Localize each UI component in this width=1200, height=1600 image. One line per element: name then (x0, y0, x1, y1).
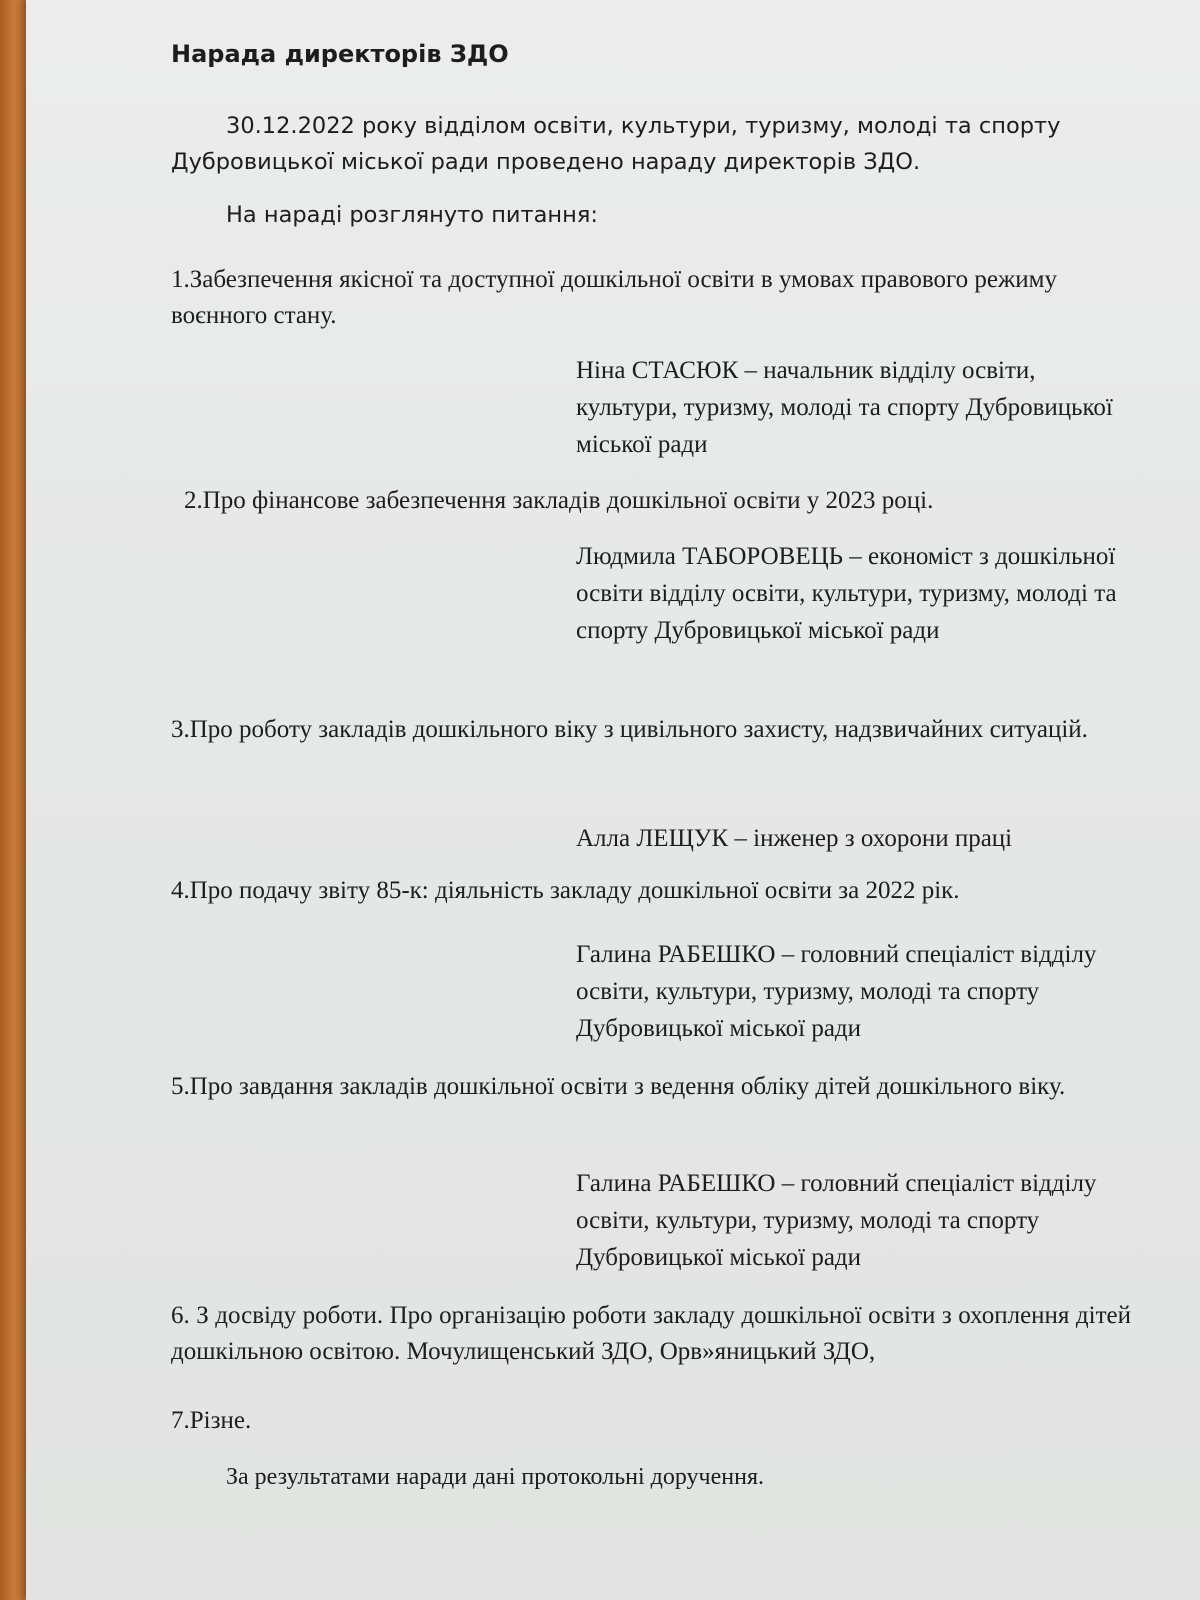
document-page (26, 0, 1200, 1600)
agenda-item-5: 5.Про завдання закладів дошкільної освіти з ведення обліку дітей дошкільного віку. (171, 1073, 1066, 1100)
agenda-item-6: 6. З досвіду роботи. Про організацію роботи закладу дошкільної освіти з охоплення дітей дошкільною освітою. Мочулищенський ЗДО, Орв»яницький ЗДО, (171, 1302, 1131, 1365)
intro-paragraph: 30.12.2022 року відділом освіти, культури, туризму, молоді та спорту Дубровицької міської ради проведено нараду директорів ЗДО. (171, 113, 1061, 175)
closing-paragraph: За результатами наради дані протокольні доручення. (226, 1464, 765, 1490)
agenda-item-2: 2.Про фінансове забезпечення закладів дошкільної освіти у 2023 році. (184, 487, 934, 514)
agenda-item-1: 1.Забезпечення якісної та доступної дошкільної освіти в умовах правового режиму воєнного стану. (171, 266, 1057, 329)
agenda-item-4-speaker: Галина РАБЕШКО – головний спеціаліст відділу освіти, культури, туризму, молоді та спорту Дубровицької міської ради (576, 941, 1097, 1042)
document-title: Нарада директорів ЗДО (171, 40, 509, 68)
agenda-item-7: 7.Різне. (171, 1407, 252, 1434)
agenda-item-4: 4.Про подачу звіту 85-к: діяльність закладу дошкільної освіти за 2022 рік. (171, 877, 960, 904)
agenda-item-5-speaker: Галина РАБЕШКО – головний спеціаліст відділу освіти, культури, туризму, молоді та спорту Дубровицької міської ради (576, 1170, 1097, 1271)
agenda-item-3-speaker: Алла ЛЕЩУК – інженер з охорони праці (576, 825, 1013, 852)
agenda-item-3: 3.Про роботу закладів дошкільного віку з цивільного захисту, надзвичайних ситуацій. (171, 716, 1088, 743)
agenda-item-2-speaker: Людмила ТАБОРОВЕЦЬ – економіст з дошкільної освіти відділу освіти, культури, туризму, молоді та спорту Дубровицької міської ради (576, 543, 1117, 644)
agenda-item-1-speaker: Ніна СТАСЮК – начальник відділу освіти, культури, туризму, молоді та спорту Дубровицької міської ради (576, 357, 1113, 458)
considered-issues-label: На нараді розглянуто питання: (226, 202, 598, 228)
